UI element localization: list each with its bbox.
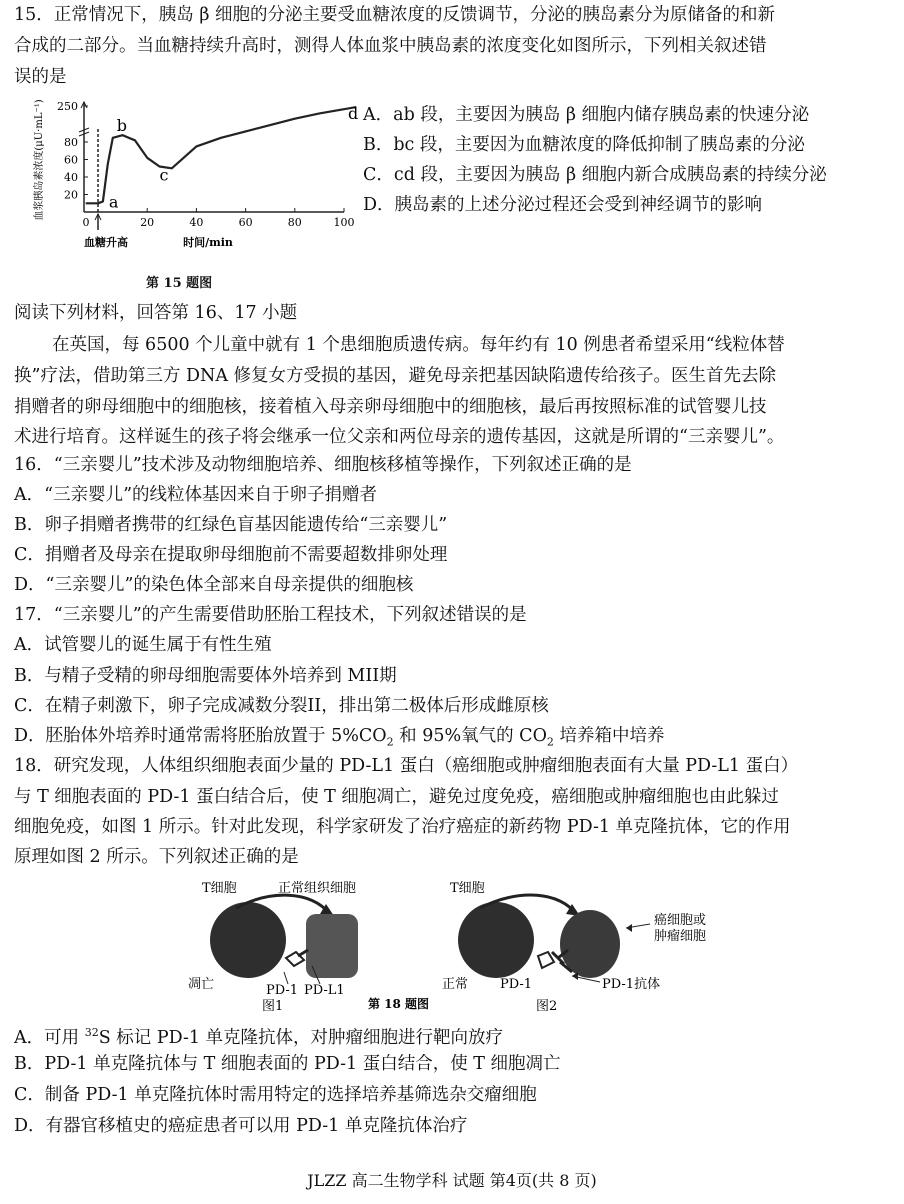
q16-option-a: A．“三亲婴儿”的线粒体基因来自于卵子捐赠者 [14,485,378,505]
q15-stem-line2: 合成的二部分。当血糖持续升高时，测得人体血浆中胰岛素的浓度变化如图所示，下列相关叙述错 [14,36,767,56]
fig1-tcell-label: T细胞 [202,881,237,896]
q18-option-d: D．有器官移植史的癌症患者可以用 PD-1 单克隆抗体治疗 [14,1116,468,1136]
fig2-label: 图2 [536,999,558,1014]
fig2-antibody-label: PD-1抗体 [602,977,661,992]
q15-option-b: B．bc 段，主要因为血糖浓度的降低抑制了胰岛素的分泌 [363,135,805,155]
x-tick-label: 60 [238,216,253,229]
q15-stem-line1: 15．正常情况下，胰岛 β 细胞的分泌主要受血糖浓度的反馈调节，分泌的胰岛素分为原储备的和新 [14,5,776,25]
q18-stem-line: 18．研究发现，人体组织细胞表面少量的 PD-L1 蛋白（癌细胞或肿瘤细胞表面有大量 PD-L1 蛋白） [14,756,799,776]
passage-line: 术进行培育。这样诞生的孩子将会继承一位父亲和两位母亲的遗传基因，这就是所谓的“三亲婴儿”。 [14,427,785,447]
q18-figures [180,876,740,1016]
q18-stem-line: 与 T 细胞表面的 PD-1 蛋白结合后，使 T 细胞凋亡，避免过度免疫，癌细胞或肿瘤细胞也由此躲过 [14,787,779,807]
q16-option-c: C．捐赠者及母亲在提取卵母细胞前不需要超数排卵处理 [14,545,448,565]
x-tick-label: 80 [287,216,302,229]
page-footer: JLZZ 高二生物学科 试题 第4页(共 8 页) [307,1171,597,1190]
q17-option-c: C．在精子刺激下，卵子完成减数分裂II，排出第二极体后形成雌原核 [14,696,549,716]
q17-option-a: A．试管婴儿的诞生属于有性生殖 [14,635,272,655]
fig1-pd1-label: PD-1 [266,983,299,998]
x-axis-label: 时间/min [183,236,233,249]
point-label-a: a [108,192,119,212]
fig1-tcell [210,902,286,978]
point-label-b: b [116,116,128,136]
q18-figure-2 [442,881,706,1014]
q18-option-a: A．可用 $^{32}$S 标记 PD-1 单克隆抗体，对肿瘤细胞进行靶向放疗 [14,1026,504,1048]
q18-stem-line: 细胞免疫，如图 1 所示。针对此发现，科学家研发了治疗癌症的新药物 PD-1 单克隆抗体，它的作用 [14,817,791,837]
fig1-normal-cell [306,914,358,978]
x-tick-label: 100 [333,216,355,229]
q18-stem-line: 原理如图 2 所示。下列叙述正确的是 [14,847,299,867]
point-label-c: c [159,165,169,185]
passage-line: 在英国，每 6500 个儿童中就有 1 个患细胞质遗传病。每年约有 10 例患者希望采用“线粒体替 [52,335,785,355]
fig2-pd1-label: PD-1 [500,977,533,992]
x-tick-label: 40 [189,216,204,229]
fig1-label: 图1 [262,999,284,1014]
q15-option-a: A．ab 段，主要因为胰岛 β 细胞内储存胰岛素的快速分泌 [363,105,810,125]
y-tick-label: 20 [64,188,78,202]
x-tick-label: 20 [140,216,155,229]
y-tick-label: 250 [57,100,78,113]
passage-line: 换”疗法，借助第三方 DNA 修复女方受损的基因，避免母亲把基因缺陷遗传给孩子。医生首先去除 [14,366,777,386]
y-tick-label: 80 [64,136,78,149]
q17-stem: 17．“三亲婴儿”的产生需要借助胚胎工程技术，下列叙述错误的是 [14,605,527,625]
fig2-normal-label: 正常 [442,977,469,992]
q18-option-b: B．PD-1 单克隆抗体与 T 细胞表面的 PD-1 蛋白结合，使 T 细胞凋亡 [14,1054,561,1074]
fig2-tcell-label: T细胞 [450,881,485,896]
q15-stem-line3: 误的是 [14,67,67,87]
q16-option-b: B．卵子捐赠者携带的红绿色盲基因能遗传给“三亲婴儿” [14,515,448,535]
y-tick-label: 40 [64,171,78,184]
q17-option-b: B．与精子受精的卵母细胞需要体外培养到 MII期 [14,666,397,686]
y-axis-label: 血浆胰岛素浓度(μU·mL⁻¹) [34,99,45,221]
q18-figure-1 [188,880,358,1014]
fig2-cancer-label-2: 肿瘤细胞 [654,929,707,944]
fig1-apoptosis-label: 凋亡 [188,977,215,992]
passage-intro: 阅读下列材料，回答第 16、17 小题 [14,303,298,323]
x-note: 血糖升高 [84,236,128,249]
q15-option-c: C．cd 段，主要因为胰岛 β 细胞内新合成胰岛素的持续分泌 [363,165,827,185]
q17-option-d: D．胚胎体外培养时通常需将胚胎放置于 $5\%CO_2$ 和 95%氧气的 $CO_2$ 培养箱中培养 [14,726,665,749]
q15-insulin-chart [28,94,358,264]
fig1-normal-cell-label: 正常组织细胞 [278,881,357,896]
point-label-d: d [348,104,358,124]
q16-stem: 16．“三亲婴儿”技术涉及动物细胞培养、细胞核移植等操作，下列叙述正确的是 [14,455,632,475]
q15-figure-caption: 第 15 题图 [146,276,213,291]
q18-option-c: C．制备 PD-1 单克隆抗体时需用特定的选择培养基筛选杂交瘤细胞 [14,1085,537,1105]
q18-figure-caption: 第 18 题图 [368,997,430,1011]
fig1-pdl1-label: PD-L1 [304,983,345,998]
passage-line: 捐赠者的卵母细胞中的细胞核，接着植入母亲卵母细胞中的细胞核，最后再按照标准的试管婴儿技 [14,397,767,417]
y-tick-label: 60 [64,153,78,167]
q15-option-d: D．胰岛素的上述分泌过程还会受到神经调节的影响 [363,195,763,215]
x-tick-label: 0 [82,216,90,229]
fig2-cancer-label-1: 癌细胞或 [654,913,707,928]
q16-option-d: D．“三亲婴儿”的染色体全部来自母亲提供的细胞核 [14,575,414,595]
fig2-pd1 [538,952,554,968]
fig2-tcell [458,902,534,978]
